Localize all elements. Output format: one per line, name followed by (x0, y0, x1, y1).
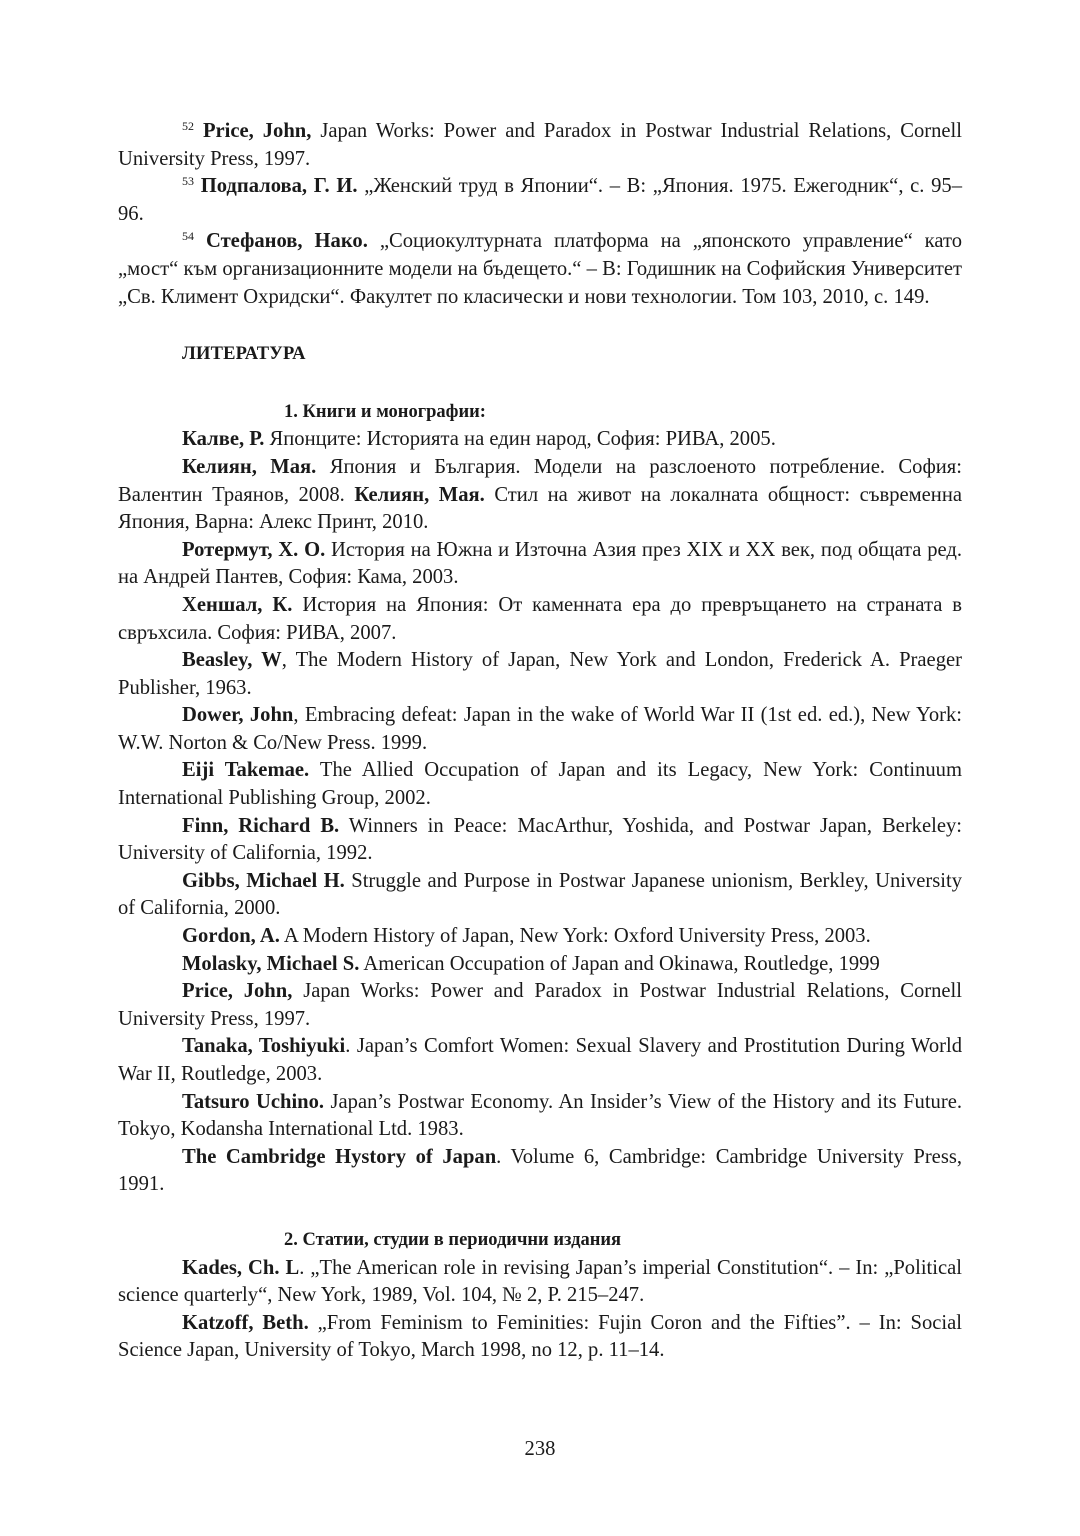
document-page (118, 118, 962, 1365)
footnote-text: Japan Works: Power and Paradox in Postwar Industrial Relations, Cornell University Press, 1997. (118, 120, 963, 170)
entry-text: Japan’s Postwar Economy. An Insider’s View of the History and its Future. Tokyo, Kodansha International Ltd. 1983. (118, 1090, 962, 1141)
bibliography-entry (118, 592, 962, 647)
bibliography-entry (118, 1255, 962, 1310)
footnote-number: 52 (182, 119, 194, 133)
entry-author: Келиян, Мая. (354, 483, 485, 506)
footnote-number: 53 (182, 174, 194, 189)
footnote (118, 173, 962, 228)
entry-author: Finn, Richard B. (182, 814, 340, 837)
books-list (118, 426, 962, 1199)
entry-author: Ротермут, Х. О. (182, 538, 326, 561)
entry-text: Japan Works: Power and Paradox in Postwar Industrial Relations, Cornell University Press, 1997. (118, 980, 963, 1030)
entry-text: . „The American role in revising Japan’s imperial Constitution“. – In: „Political science quarterly“, New York, 1989, Vol. 104, № 2, P. 215–247. (118, 1256, 962, 1307)
footnote-text: „Социокултурната платформа на „японското управление“ като „мост“ към организационните модели на бъдещето.“ – В: Годишник на Софийския Университет „Св. Климент Охридски“. Факултет по класически и нови технологии. Том 103, 2010, с. 149. (118, 230, 962, 308)
bibliography-entry (118, 454, 962, 537)
entry-author: Хеншал, К. (182, 593, 293, 616)
entry-author: Келиян, Мая. (182, 455, 317, 478)
bibliography-entry (118, 1089, 962, 1144)
bibliography-entry (118, 1033, 962, 1088)
entry-author: Gibbs, Michael H. (182, 869, 345, 892)
bibliography-entry (118, 951, 962, 979)
entry-text: , The Modern History of Japan, New York and London, Frederick A. Praeger Publisher, 1963. (118, 649, 962, 699)
entry-text: , Embracing defeat: Japan in the wake of World War II (1st ed. ed.), New York: W.W. Norton & Co/New Press. 1999. (118, 704, 962, 754)
entry-text: A Modern History of Japan, New York: Oxford University Press, 2003. (279, 925, 871, 948)
entry-text: . Volume 6, Cambridge: Cambridge University Press, 1991. (118, 1145, 962, 1196)
footnote-author: Подпалова, Г. И. (200, 175, 358, 198)
entry-author: Dower, John (182, 704, 294, 727)
bibliography-entry (118, 1310, 962, 1365)
entry-text: Struggle and Purpose in Postwar Japanese unionism, Berkley, University of California, 2000. (118, 869, 963, 920)
entry-author: Molasky, Michael S. (182, 952, 360, 975)
entry-author: Gordon, A. (182, 925, 280, 948)
entry-text: История на Япония: От каменната ера до превръщането на страната в свръхсила. София: РИВА, 2007. (118, 593, 962, 644)
footnote (118, 228, 962, 311)
footnote-author: Price, John, (202, 120, 312, 142)
bibliography-entry (118, 978, 962, 1033)
entry-text: The Allied Occupation of Japan and its Legacy, New York: Continuum International Publishing Group, 2002. (118, 759, 962, 810)
books-heading: 1. Книги и монографии: (284, 401, 486, 422)
entry-author: Kades, Ch. L (182, 1256, 300, 1279)
entry-text: Японците: Историята на един народ, София: РИВА, 2005. (264, 428, 776, 451)
entry-author: Katzoff, Beth. (182, 1311, 309, 1334)
bibliography-entry (118, 1144, 962, 1199)
bibliography-entry (118, 923, 962, 951)
footnote (118, 118, 962, 173)
page-number: 238 (524, 1438, 556, 1460)
articles-list (118, 1255, 962, 1365)
entry-text: „From Feminism to Feminities: Fujin Coron and the Fifties”. – In: Social Science Japan, University of Tokyo, March 1998, no 12, p. 11–14. (118, 1311, 962, 1362)
entry-author: Beasley, W (182, 649, 282, 672)
entry-author: The Cambridge Hystory of Japan (182, 1145, 497, 1168)
footnote-author: Стефанов, Нако. (205, 230, 368, 253)
bibliography-entry (118, 868, 962, 923)
entry-text: Япония и България. Модели на разслоеното потребление. София: Валентин Траянов, 2008. (118, 455, 962, 506)
footnote-number: 54 (182, 229, 194, 244)
bibliography-entry (118, 426, 962, 454)
bibliography-entry (118, 757, 962, 812)
entry-text: Winners in Peace: MacArthur, Yoshida, and Postwar Japan, Berkeley: University of California, 1992. (118, 814, 962, 865)
section-title: ЛИТЕРАТУРА (182, 344, 306, 365)
bibliography-entry (118, 702, 962, 757)
articles-heading: 2. Статии, студии в периодични издания (284, 1229, 622, 1250)
entry-text: American Occupation of Japan and Okinawa, Routledge, 1999 (359, 952, 880, 975)
entry-author: Tanaka, Toshiyuki (182, 1035, 346, 1058)
entry-text: . Japan’s Comfort Women: Sexual Slavery and Prostitution During World War II, Routledge, 2003. (118, 1035, 962, 1085)
entry-author: Eiji Takemae. (182, 759, 310, 782)
entry-text: История на Южна и Източна Азия през XIX и XX век, под общата ред. на Андрей Пантев, София: Кама, 2003. (118, 538, 962, 589)
footnote-text: „Женский труд в Японии“. – В: „Япония. 1975. Ежегодник“, с. 95–96. (118, 175, 963, 225)
entry-text: Стил на живот на локалната общност: съвременна Япония, Варна: Алекс Принт, 2010. (118, 483, 962, 534)
entry-author: Tatsuro Uchino. (182, 1090, 325, 1113)
bibliography-entry (118, 647, 962, 702)
footnotes (118, 118, 962, 311)
entry-author: Калве, Р. (182, 428, 265, 451)
bibliography-entry (118, 537, 962, 592)
entry-author: Price, John, (182, 980, 293, 1003)
bibliography-entry (118, 813, 962, 868)
